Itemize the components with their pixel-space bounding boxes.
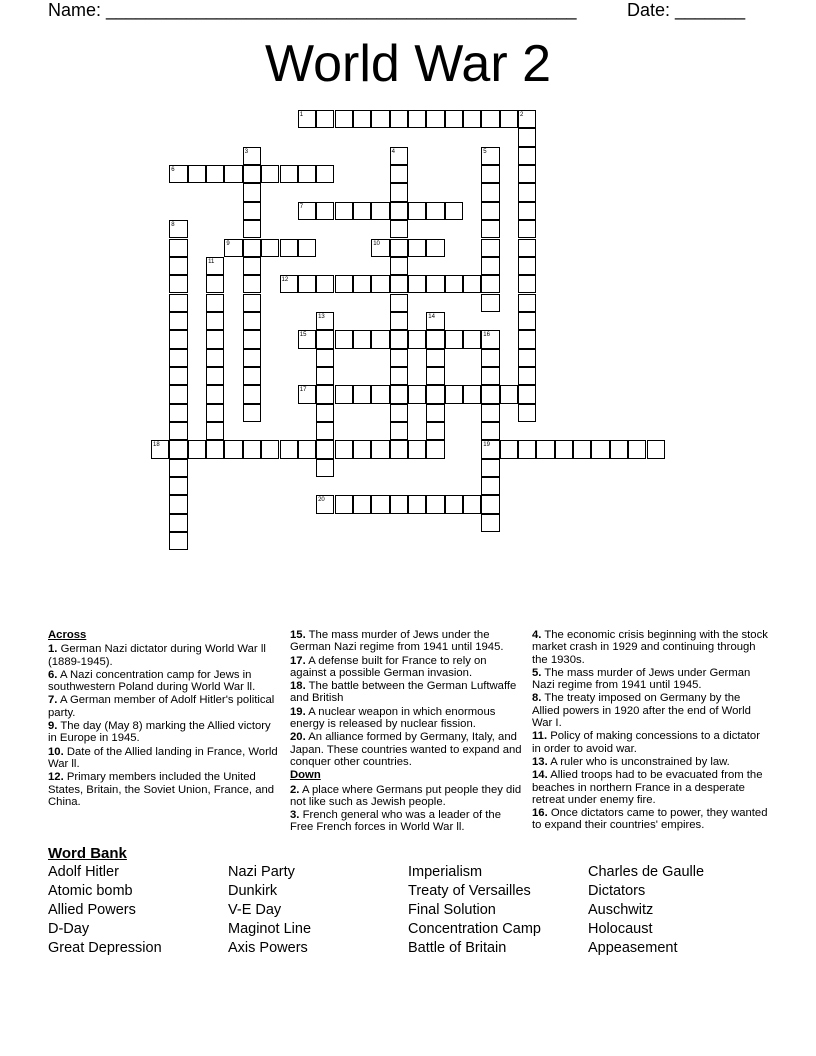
- grid-cell[interactable]: [243, 312, 261, 330]
- grid-cell[interactable]: [353, 110, 371, 128]
- grid-cell[interactable]: [408, 239, 426, 257]
- clue-across-15: 15. The mass murder of Jews under the German Nazi regime from 1941 until 1945.: [290, 629, 504, 654]
- grid-cell[interactable]: [335, 110, 353, 128]
- grid-cell[interactable]: [169, 275, 187, 293]
- clue-down-8: 8. The treaty imposed on Germany by the Allied powers in 1920 after the end of World War I.: [532, 692, 751, 730]
- grid-cell[interactable]: [463, 275, 481, 293]
- grid-cell[interactable]: [371, 202, 389, 220]
- grid-cell[interactable]: [390, 183, 408, 201]
- grid-cell[interactable]: [481, 110, 499, 128]
- grid-cell[interactable]: [390, 404, 408, 422]
- grid-cell[interactable]: [408, 202, 426, 220]
- grid-cell[interactable]: [518, 128, 536, 146]
- grid-cell[interactable]: [353, 330, 371, 348]
- grid-cell[interactable]: [371, 385, 389, 403]
- grid-cell[interactable]: [390, 220, 408, 238]
- grid-cell[interactable]: [426, 202, 444, 220]
- clue-across-17: 17. A defense built for France to rely on against a possible German invasion.: [290, 654, 487, 679]
- name-line[interactable]: Name: _______________________________________________: [48, 0, 577, 20]
- clue-number: 3: [244, 148, 249, 155]
- page-title: World War 2: [264, 35, 552, 93]
- grid-cell[interactable]: [261, 440, 279, 458]
- word-bank-item: Nazi Party: [228, 864, 295, 880]
- grid-cell[interactable]: [518, 367, 536, 385]
- grid-cell[interactable]: [481, 367, 499, 385]
- grid-cell[interactable]: [390, 294, 408, 312]
- word-bank-item: Imperialism: [408, 864, 483, 880]
- grid-cell[interactable]: [500, 440, 518, 458]
- word-bank-item: Auschwitz: [588, 902, 654, 918]
- grid-cell[interactable]: [335, 202, 353, 220]
- grid-cell[interactable]: [390, 422, 408, 440]
- grid-cell[interactable]: [316, 367, 334, 385]
- grid-cell[interactable]: [481, 459, 499, 477]
- clue-down-5: 5. The mass murder of Jews under German Nazi regime from 1941 until 1945.: [532, 666, 751, 692]
- grid-cell[interactable]: [169, 459, 187, 477]
- clue-across-19: 19. A nuclear weapon in which enormous energy is released by nuclear fission.: [290, 705, 496, 731]
- grid-cell[interactable]: [481, 220, 499, 238]
- grid-cell[interactable]: [316, 110, 334, 128]
- clue-number: 10: [373, 240, 380, 247]
- clue-across-20: 20. An alliance formed by Germany, Italy, and Japan. These countries wanted to expand and conquer other countries.: [290, 731, 522, 768]
- clue-number: 4: [391, 148, 395, 155]
- grid-cell[interactable]: [445, 495, 463, 513]
- grid-cell[interactable]: [426, 440, 444, 458]
- word-bank-item: Allied Powers: [48, 902, 136, 918]
- word-bank-item: D-Day: [48, 921, 90, 937]
- grid-cell[interactable]: [169, 514, 187, 532]
- grid-cell[interactable]: [481, 257, 499, 275]
- grid-cell[interactable]: [463, 385, 481, 403]
- grid-cell[interactable]: [243, 294, 261, 312]
- word-bank-title: Word Bank: [48, 845, 127, 862]
- clue-number: 5: [483, 148, 487, 155]
- grid-cell[interactable]: [298, 275, 316, 293]
- clue-number: 2: [520, 112, 524, 118]
- grid-cell[interactable]: [243, 404, 261, 422]
- grid-cell[interactable]: [426, 422, 444, 440]
- grid-cell[interactable]: [445, 110, 463, 128]
- clue-down-3: 3. French general who was a leader of the Free French forces in World War ll.: [290, 809, 502, 834]
- grid-cell[interactable]: [206, 275, 224, 293]
- grid-cell[interactable]: [573, 440, 591, 458]
- clue-number: 14: [428, 313, 435, 320]
- word-bank-item: Concentration Camp: [408, 921, 541, 937]
- grid-cell[interactable]: [261, 239, 279, 257]
- grid-cell[interactable]: [353, 495, 371, 513]
- grid-cell[interactable]: [481, 202, 499, 220]
- clue-number: 6: [171, 167, 175, 174]
- grid-cell[interactable]: [316, 440, 334, 458]
- clue-across-1: 1. German Nazi dictator during World War ll (1889-1945).: [48, 643, 266, 668]
- word-bank-item: Charles de Gaulle: [588, 864, 705, 880]
- grid-cell[interactable]: [426, 385, 444, 403]
- clue-across-6: 6. A Nazi concentration camp for Jews in southwestern Poland during World War ll.: [48, 668, 256, 694]
- grid-cell[interactable]: [445, 275, 463, 293]
- grid-cell[interactable]: [426, 110, 444, 128]
- grid-cell[interactable]: [518, 404, 536, 422]
- grid-cell[interactable]: [371, 330, 389, 348]
- clue-across-9: 9. The day (May 8) marking the Allied victory in Europe in 1945.: [48, 720, 271, 745]
- clues-column-2: [290, 629, 526, 835]
- grid-cell[interactable]: [169, 294, 187, 312]
- clue-number: 20: [318, 497, 325, 504]
- grid-cell[interactable]: [169, 312, 187, 330]
- grid-cell[interactable]: [408, 440, 426, 458]
- grid-cell[interactable]: [426, 349, 444, 367]
- grid-cell[interactable]: [316, 330, 334, 348]
- grid-cell[interactable]: [518, 257, 536, 275]
- word-bank-item: Dunkirk: [228, 883, 278, 899]
- clue-number: 7: [299, 203, 304, 210]
- grid-cell[interactable]: [335, 330, 353, 348]
- grid-cell[interactable]: [481, 239, 499, 257]
- grid-cell[interactable]: [518, 220, 536, 238]
- word-bank-item: Atomic bomb: [48, 883, 133, 899]
- grid-cell[interactable]: [390, 495, 408, 513]
- grid-cell[interactable]: [445, 330, 463, 348]
- grid-cell[interactable]: [481, 404, 499, 422]
- grid-cell[interactable]: [316, 422, 334, 440]
- grid-cell[interactable]: [445, 385, 463, 403]
- clue-number: 19: [483, 442, 490, 449]
- grid-cell[interactable]: [353, 275, 371, 293]
- grid-cell[interactable]: [481, 422, 499, 440]
- grid-cell[interactable]: [518, 239, 536, 257]
- grid-cell[interactable]: [188, 440, 206, 458]
- grid-cell[interactable]: [335, 275, 353, 293]
- clue-number: 16: [483, 332, 490, 339]
- grid-cell[interactable]: [335, 495, 353, 513]
- grid-cell[interactable]: [390, 239, 408, 257]
- clue-number: 13: [318, 313, 325, 320]
- word-bank-item: Holocaust: [588, 921, 653, 937]
- word-bank-item: Maginot Line: [228, 921, 312, 937]
- clue-across-18: 18. The battle between the German Luftwaffe and British: [290, 680, 517, 705]
- grid-cell[interactable]: [169, 477, 187, 495]
- grid-cell[interactable]: [206, 422, 224, 440]
- grid-cell[interactable]: [261, 165, 279, 183]
- grid-cell[interactable]: [518, 183, 536, 201]
- grid-cell[interactable]: [243, 165, 261, 183]
- grid-cell[interactable]: [243, 275, 261, 293]
- grid-cell[interactable]: [481, 165, 499, 183]
- grid-cell[interactable]: [536, 440, 554, 458]
- word-bank-item: Great Depression: [48, 940, 162, 956]
- grid-cell[interactable]: [518, 440, 536, 458]
- grid-cell[interactable]: [481, 294, 499, 312]
- clue-down-14: 14. Allied troops had to be evacuated from the beaches in northern France in a desperate retreat under enemy fire.: [532, 769, 763, 806]
- grid-cell[interactable]: [353, 440, 371, 458]
- grid-cell[interactable]: [500, 110, 518, 128]
- grid-cell[interactable]: [390, 257, 408, 275]
- grid-cell[interactable]: [298, 440, 316, 458]
- date-line[interactable]: Date: _______: [627, 0, 746, 20]
- grid-cell[interactable]: [518, 202, 536, 220]
- clue-number: 8: [171, 222, 175, 229]
- grid-cell[interactable]: [169, 330, 187, 348]
- grid-cell[interactable]: [371, 495, 389, 513]
- grid-cell[interactable]: [390, 110, 408, 128]
- grid-cell[interactable]: [353, 202, 371, 220]
- grid-cell[interactable]: [445, 202, 463, 220]
- grid-cell[interactable]: [628, 440, 646, 458]
- clues-column-3: [532, 629, 768, 833]
- clue-down-16: 16. Once dictators came to power, they wanted to expand their countries' empires.: [532, 807, 768, 832]
- grid-cell[interactable]: [206, 165, 224, 183]
- grid-cell[interactable]: [500, 385, 518, 403]
- grid-cell[interactable]: [390, 275, 408, 293]
- clue-across-10: 10. Date of the Allied landing in France, World War ll.: [48, 745, 278, 770]
- grid-cell[interactable]: [390, 330, 408, 348]
- word-bank-item: Appeasement: [588, 940, 678, 956]
- grid-cell[interactable]: [316, 202, 334, 220]
- grid-cell[interactable]: [169, 239, 187, 257]
- grid-cell[interactable]: [316, 275, 334, 293]
- grid-cell[interactable]: [169, 532, 187, 550]
- grid-cell[interactable]: [169, 367, 187, 385]
- grid-cell[interactable]: [426, 330, 444, 348]
- grid-cell[interactable]: [243, 257, 261, 275]
- grid-cell[interactable]: [555, 440, 573, 458]
- grid-cell[interactable]: [426, 404, 444, 422]
- grid-cell[interactable]: [371, 275, 389, 293]
- grid-cell[interactable]: [518, 147, 536, 165]
- grid-cell[interactable]: [390, 312, 408, 330]
- clue-across-12: 12. Primary members included the United States, Britain, the Soviet Union, France, and China.: [48, 771, 275, 808]
- grid-cell[interactable]: [390, 367, 408, 385]
- grid-cell[interactable]: [481, 183, 499, 201]
- grid-cell[interactable]: [518, 385, 536, 403]
- grid-cell[interactable]: [224, 440, 242, 458]
- grid-cell[interactable]: [371, 440, 389, 458]
- grid-cell[interactable]: [426, 495, 444, 513]
- grid-cell[interactable]: [390, 440, 408, 458]
- clues-column-1: [48, 629, 278, 809]
- grid-cell[interactable]: [169, 349, 187, 367]
- grid-cell[interactable]: [243, 385, 261, 403]
- grid-cell[interactable]: [280, 165, 298, 183]
- grid-cell[interactable]: [463, 110, 481, 128]
- grid-cell[interactable]: [298, 239, 316, 257]
- grid-cell[interactable]: [408, 110, 426, 128]
- grid-cell[interactable]: [243, 349, 261, 367]
- grid-cell[interactable]: [316, 349, 334, 367]
- grid-cell[interactable]: [426, 239, 444, 257]
- grid-cell[interactable]: [243, 440, 261, 458]
- grid-cell[interactable]: [463, 495, 481, 513]
- grid-cell[interactable]: [206, 330, 224, 348]
- grid-cell[interactable]: [243, 183, 261, 201]
- grid-cell[interactable]: [390, 349, 408, 367]
- grid-cell[interactable]: [463, 330, 481, 348]
- grid-cell[interactable]: [408, 495, 426, 513]
- grid-cell[interactable]: [591, 440, 609, 458]
- grid-cell[interactable]: [206, 385, 224, 403]
- grid-cell[interactable]: [316, 165, 334, 183]
- clue-number: 18: [153, 442, 160, 449]
- grid-cell[interactable]: [243, 202, 261, 220]
- grid-cell[interactable]: [280, 239, 298, 257]
- grid-cell[interactable]: [169, 422, 187, 440]
- grid-cell[interactable]: [335, 440, 353, 458]
- grid-cell[interactable]: [518, 294, 536, 312]
- grid-cell[interactable]: [481, 385, 499, 403]
- grid-cell[interactable]: [408, 275, 426, 293]
- grid-cell[interactable]: [518, 349, 536, 367]
- word-bank-item: Battle of Britain: [408, 940, 507, 956]
- grid-cell[interactable]: [243, 330, 261, 348]
- grid-cell[interactable]: [206, 312, 224, 330]
- clue-across-7: 7. A German member of Adolf Hitler's political party.: [48, 694, 275, 719]
- grid-cell[interactable]: [481, 275, 499, 293]
- clue-number: 11: [208, 258, 215, 265]
- grid-cell[interactable]: [481, 477, 499, 495]
- grid-cell[interactable]: [390, 202, 408, 220]
- grid-cell[interactable]: [316, 459, 334, 477]
- grid-cell[interactable]: [206, 404, 224, 422]
- grid-cell[interactable]: [518, 165, 536, 183]
- grid-cell[interactable]: [390, 385, 408, 403]
- grid-cell[interactable]: [243, 367, 261, 385]
- grid-cell[interactable]: [316, 404, 334, 422]
- word-bank-item: V-E Day: [228, 902, 282, 918]
- clue-number: 17: [299, 387, 307, 394]
- grid-cell[interactable]: [408, 330, 426, 348]
- clue-number: 1: [299, 112, 304, 118]
- clue-number: 15: [299, 332, 307, 339]
- grid-cell[interactable]: [390, 165, 408, 183]
- grid-cell[interactable]: [610, 440, 628, 458]
- grid-cell[interactable]: [298, 165, 316, 183]
- grid-cell[interactable]: [243, 239, 261, 257]
- grid-cell[interactable]: [518, 312, 536, 330]
- grid-cell[interactable]: [169, 404, 187, 422]
- grid-cell[interactable]: [169, 440, 187, 458]
- grid-cell[interactable]: [335, 385, 353, 403]
- clue-down-2: 2. A place where Germans put people they did not like such as Jewish people.: [290, 783, 522, 808]
- grid-cell[interactable]: [169, 385, 187, 403]
- grid-cell[interactable]: [371, 110, 389, 128]
- grid-cell[interactable]: [426, 275, 444, 293]
- clue-number: 9: [226, 240, 230, 247]
- grid-cell[interactable]: [206, 367, 224, 385]
- grid-cell[interactable]: [518, 275, 536, 293]
- clue-down-13: 13. A ruler who is unconstrained by law.: [532, 755, 730, 768]
- word-bank-item: Axis Powers: [228, 940, 308, 956]
- grid-cell[interactable]: [316, 385, 334, 403]
- down-heading: Down: [290, 769, 321, 782]
- grid-cell[interactable]: [408, 385, 426, 403]
- across-heading: Across: [48, 629, 87, 641]
- clue-number: 12: [281, 277, 289, 284]
- clue-down-11: 11. Policy of making concessions to a dictator in order to avoid war.: [532, 730, 760, 755]
- grid-cell[interactable]: [169, 257, 187, 275]
- grid-cell[interactable]: [518, 330, 536, 348]
- word-bank-item: Adolf Hitler: [48, 864, 119, 880]
- grid-cell[interactable]: [481, 514, 499, 532]
- grid-cell[interactable]: [280, 440, 298, 458]
- grid-cell[interactable]: [224, 165, 242, 183]
- word-bank-item: Final Solution: [408, 902, 496, 918]
- grid-cell[interactable]: [169, 495, 187, 513]
- word-bank-item: Treaty of Versailles: [408, 883, 531, 899]
- grid-cell[interactable]: [481, 349, 499, 367]
- grid-cell[interactable]: [206, 294, 224, 312]
- grid-cell[interactable]: [243, 220, 261, 238]
- grid-cell[interactable]: [647, 440, 665, 458]
- grid-cell[interactable]: [481, 495, 499, 513]
- word-bank-item: Dictators: [588, 883, 646, 899]
- clue-down-4: 4. The economic crisis beginning with the stock market crash in 1929 and continuing through the 1930s.: [532, 629, 768, 666]
- grid-cell[interactable]: [188, 165, 206, 183]
- grid-cell[interactable]: [353, 385, 371, 403]
- grid-cell[interactable]: [206, 440, 224, 458]
- grid-cell[interactable]: [426, 367, 444, 385]
- grid-cell[interactable]: [206, 349, 224, 367]
